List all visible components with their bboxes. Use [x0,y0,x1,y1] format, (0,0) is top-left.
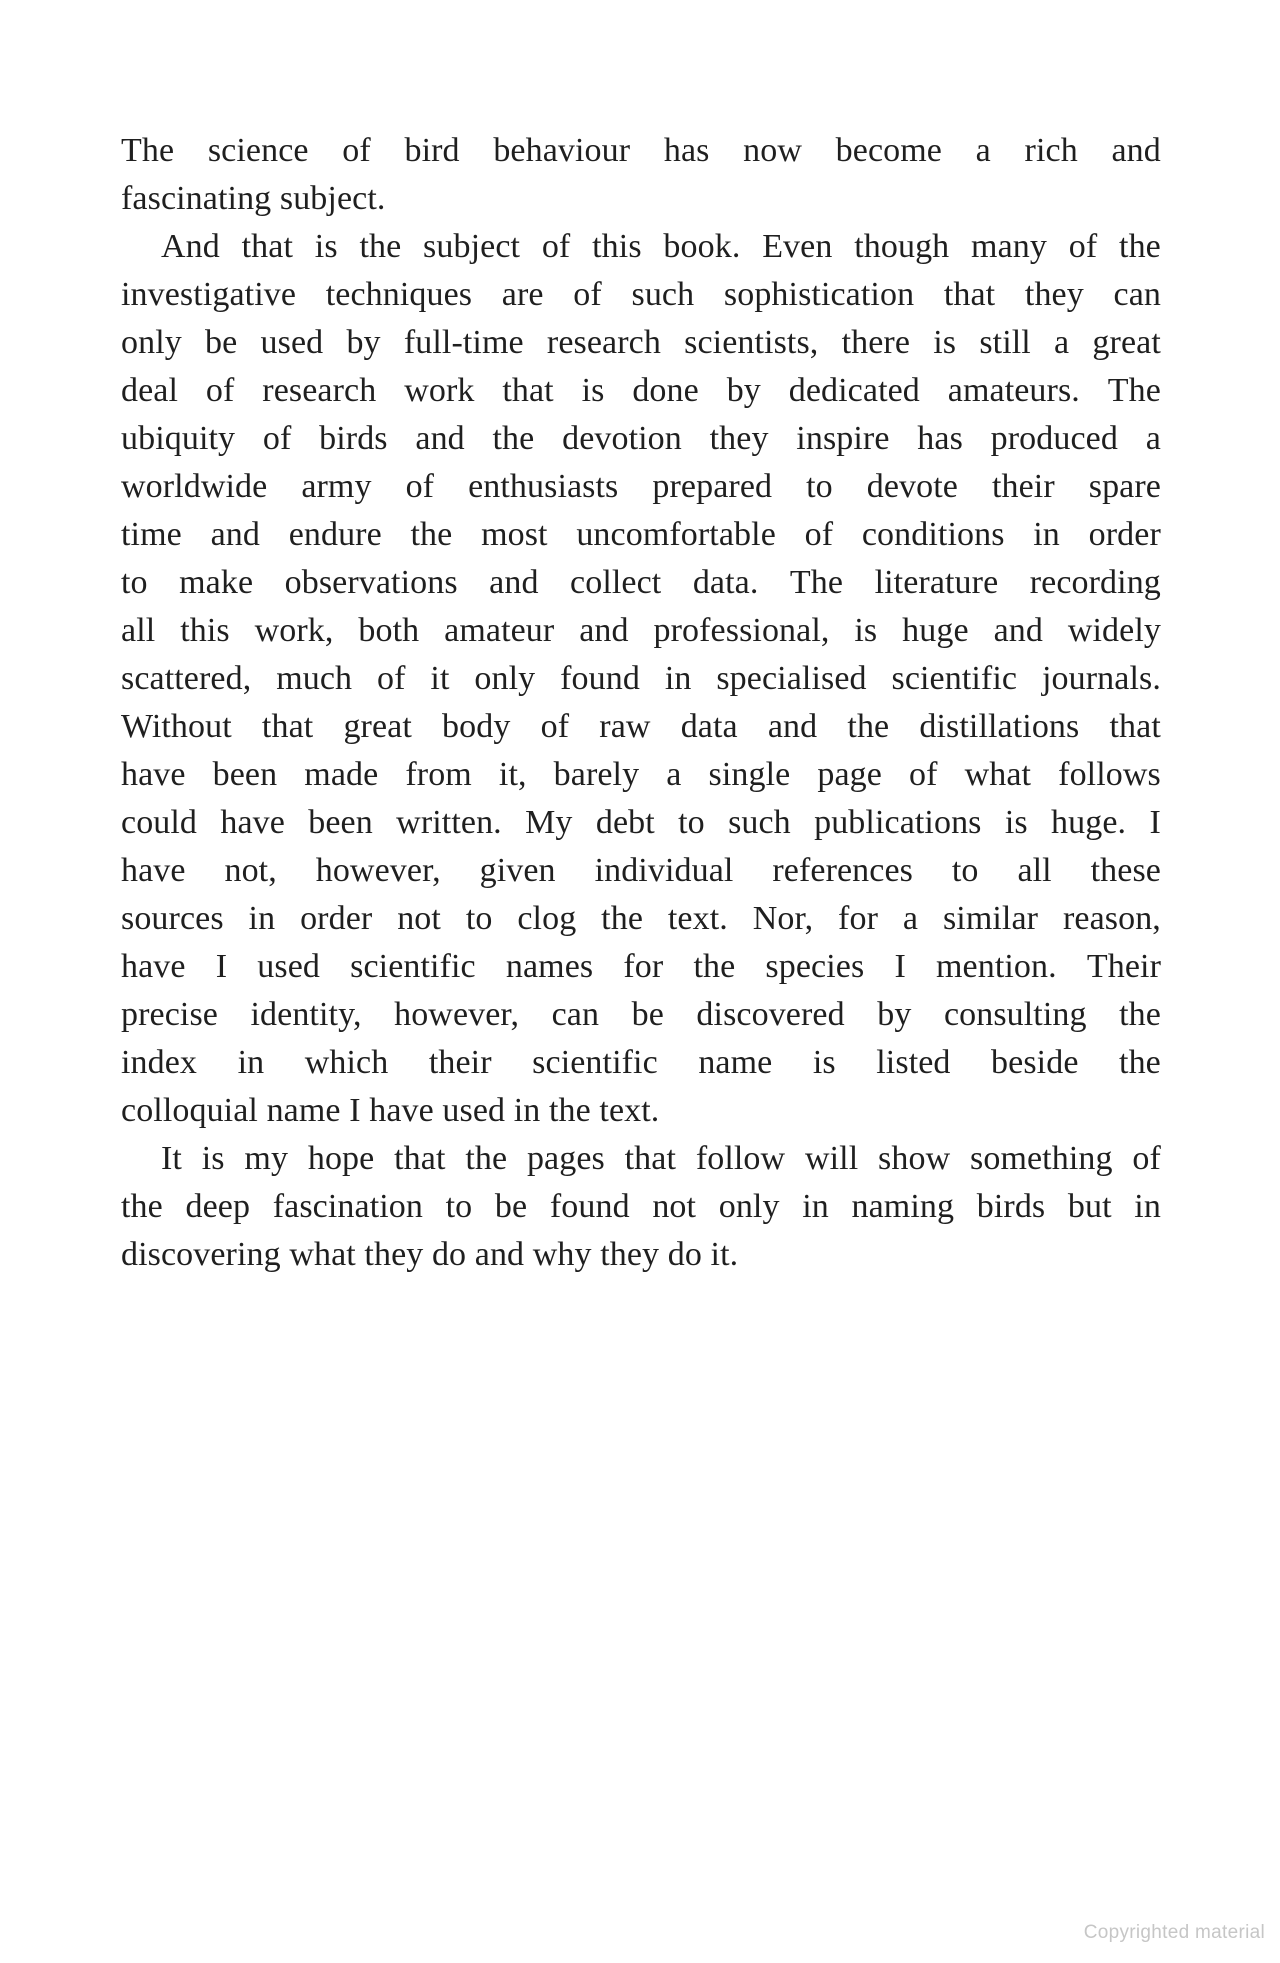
text-line: sources in order not to clog the text. Nor, for a similar reason, [121,900,1161,937]
text-line: discovering what they do and why they do it. [121,1236,739,1273]
text-line: the deep fascination to be found not only in naming birds but in [121,1188,1161,1225]
text-line: have been made from it, barely a single page of what follows [121,756,1161,793]
text-line: all this work, both amateur and professional, is huge and widely [121,612,1161,649]
copyright-watermark: Copyrighted material [1083,1922,1265,1943]
text-line: scattered, much of it only found in specialised scientific journals. [121,660,1161,697]
text-line: have I used scientific names for the species I mention. Their [121,948,1161,985]
text-line: investigative techniques are of such sophistication that they can [121,276,1161,313]
text-line: precise identity, however, can be discovered by consulting the [121,996,1161,1033]
text-line: deal of research work that is done by dedicated amateurs. The [121,372,1161,409]
text-line: The science of bird behaviour has now become a rich and [121,132,1161,169]
text-line: It is my hope that the pages that follow will show something of [161,1140,1161,1177]
text-line: Without that great body of raw data and the distillations that [121,708,1161,745]
text-line: could have been written. My debt to such publications is huge. I [121,804,1161,841]
text-line: to make observations and collect data. The literature recording [121,564,1161,601]
text-line: fascinating subject. [121,180,386,217]
text-line: And that is the subject of this book. Even though many of the [161,228,1161,265]
text-line: worldwide army of enthusiasts prepared to devote their spare [121,468,1161,505]
text-line: time and endure the most uncomfortable of conditions in order [121,516,1161,553]
text-line: index in which their scientific name is listed beside the [121,1044,1161,1081]
text-line: only be used by full-time research scientists, there is still a great [121,324,1161,361]
text-line: have not, however, given individual references to all these [121,852,1161,889]
page-text [121,127,1161,1279]
text-line: colloquial name I have used in the text. [121,1092,660,1129]
text-line: ubiquity of birds and the devotion they inspire has produced a [121,420,1161,457]
